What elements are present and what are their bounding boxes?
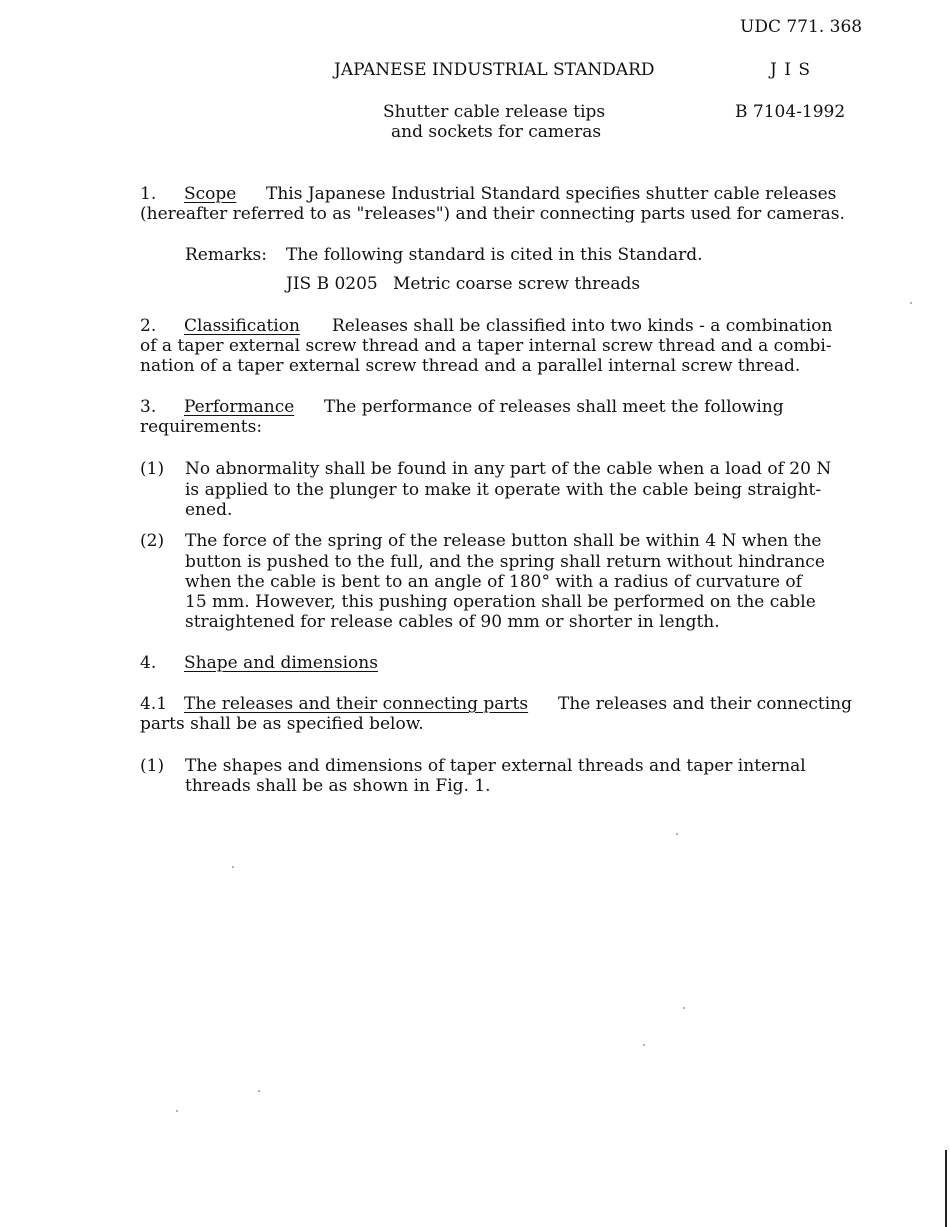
scan-speck [676, 833, 678, 835]
scan-speck [683, 1007, 685, 1009]
list-item-line: threads shall be as shown in Fig. 1. [185, 776, 491, 796]
list-item-number: (1) [140, 756, 165, 776]
subsection-heading-releases: The releases and their connecting parts [184, 694, 529, 714]
section-number: 4. [140, 653, 157, 673]
scan-speck [176, 1110, 178, 1112]
scope-text-line2: (hereafter referred to as "releases") and their connecting parts used for cameras. [140, 204, 845, 224]
section-heading-classification: Classification [184, 316, 300, 336]
list-item-line: No abnormality shall be found in any part of the cable when a load of 20 N [185, 459, 832, 479]
standard-number: B 7104-1992 [735, 102, 846, 122]
standard-organization: JAPANESE INDUSTRIAL STANDARD [334, 60, 655, 80]
scope-text-line1: This Japanese Industrial Standard specifies shutter cable releases [266, 184, 837, 204]
list-item-number: (1) [140, 459, 165, 479]
section-heading-scope: Scope [184, 184, 237, 204]
list-item-number: (2) [140, 531, 165, 551]
list-item-line: The force of the spring of the release button shall be within 4 N when the [185, 531, 822, 551]
cited-standard-title: Metric coarse screw threads [393, 274, 641, 294]
classification-text-line1: Releases shall be classified into two kinds - a combination [332, 316, 833, 336]
scan-speck [258, 1090, 260, 1092]
performance-text-line2: requirements: [140, 417, 263, 437]
subsection-number: 4.1 [140, 694, 168, 714]
scan-edge-line [945, 1150, 947, 1227]
list-item-line: is applied to the plunger to make it operate with the cable being straight- [185, 480, 822, 500]
list-item-line: ened. [185, 500, 233, 520]
section-number: 3. [140, 397, 157, 417]
section-number: 1. [140, 184, 157, 204]
scan-speck [232, 866, 234, 868]
list-item-line: The shapes and dimensions of taper external threads and taper internal [185, 756, 806, 776]
list-item-line: when the cable is bent to an angle of 180° with a radius of curvature of [185, 572, 802, 592]
remarks-text: The following standard is cited in this Standard. [286, 245, 703, 265]
list-item-line: button is pushed to the full, and the spring shall return without hindrance [185, 552, 825, 572]
classification-text-line3: nation of a taper external screw thread and a parallel internal screw thread. [140, 356, 801, 376]
cited-standard-code: JIS B 0205 [286, 274, 378, 294]
udc-number: UDC 771. 368 [740, 17, 863, 37]
scan-speck [910, 302, 912, 304]
standard-code: J I S [770, 60, 811, 80]
subsection-text-line2: parts shall be as specified below. [140, 714, 424, 734]
scan-speck [643, 1044, 645, 1046]
remarks-label: Remarks: [185, 245, 267, 265]
classification-text-line2: of a taper external screw thread and a taper internal screw thread and a combi- [140, 336, 832, 356]
performance-text-line1: The performance of releases shall meet the following [324, 397, 784, 417]
document-title-line2: and sockets for cameras [391, 122, 602, 142]
subsection-text-line1: The releases and their connecting [558, 694, 852, 714]
section-number: 2. [140, 316, 157, 336]
section-heading-shape: Shape and dimensions [184, 653, 378, 673]
document-title-line1: Shutter cable release tips [383, 102, 606, 122]
list-item-line: straightened for release cables of 90 mm or shorter in length. [185, 612, 720, 632]
section-heading-performance: Performance [184, 397, 295, 417]
list-item-line: 15 mm. However, this pushing operation shall be performed on the cable [185, 592, 816, 612]
